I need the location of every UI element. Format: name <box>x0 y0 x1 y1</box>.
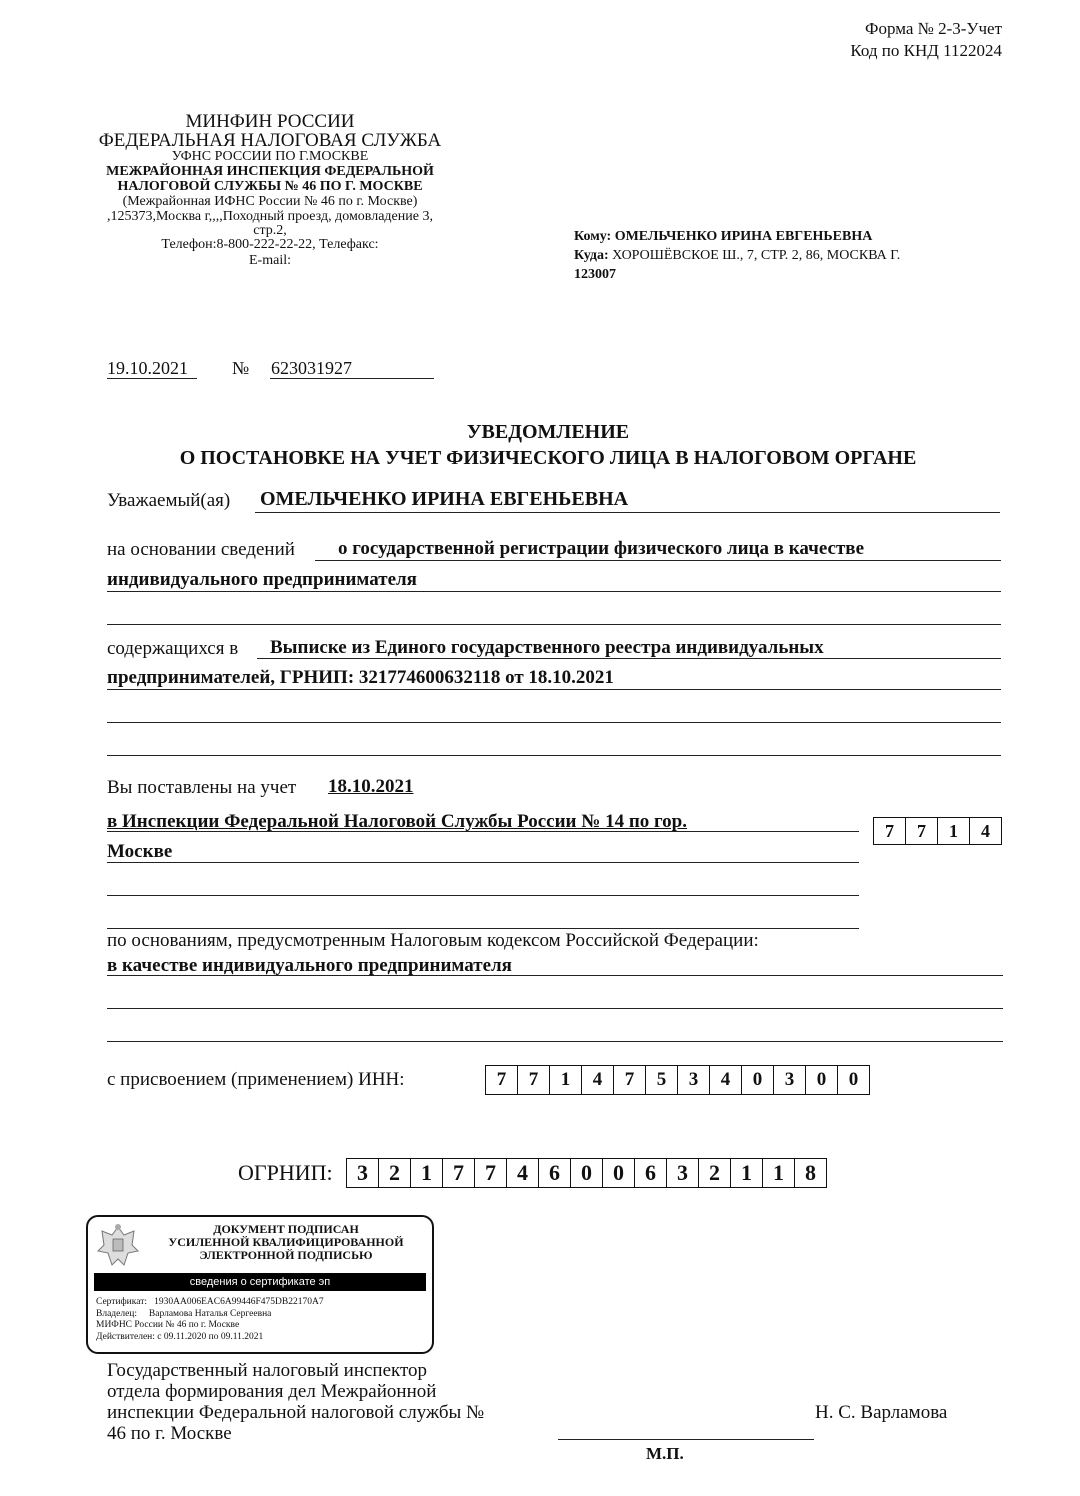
doc-number: 623031927 <box>271 358 352 378</box>
issuer-inspection-1: МЕЖРАЙОННАЯ ИНСПЕКЦИЯ ФЕДЕРАЛЬНОЙ <box>106 164 434 179</box>
code-digit: 7 <box>906 818 938 844</box>
inn-digit: 4 <box>710 1066 742 1094</box>
form-number: Форма № 2-3-Учет <box>865 19 1002 38</box>
ogrnip-digit: 7 <box>443 1159 475 1187</box>
stamp-cert-info <box>96 1297 426 1343</box>
signer-line-4: 46 по г. Москве <box>107 1423 232 1444</box>
greeting-name: ОМЕЛЬЧЕНКО ИРИНА ЕВГЕНЬЕВНА <box>260 488 629 510</box>
source-line-1: Выписке из Единого государственного реестра индивидуальных <box>270 637 824 658</box>
seal-place: М.П. <box>646 1444 684 1463</box>
recipient-block <box>574 227 994 284</box>
issuer-ministry: МИНФИН РОССИИ <box>185 111 355 132</box>
code-digit: 4 <box>981 821 990 841</box>
inn-digit: 3 <box>678 1066 710 1094</box>
title-line-2: О ПОСТАНОВКЕ НА УЧЕТ ФИЗИЧЕСКОГО ЛИЦА В НАЛОГОВОМ ОРГАНЕ <box>179 447 917 469</box>
ogrnip-label: ОГРНИП: <box>238 1160 333 1185</box>
issuer-phone: Телефон:8-800-222-22-22, Телефакс: <box>161 237 379 252</box>
ogrnip-digit: 2 <box>699 1159 731 1187</box>
stamp-title-3: ЭЛЕКТРОННОЙ ПОДПИСЬЮ <box>199 1248 373 1262</box>
stamp-title-1: ДОКУМЕНТ ПОДПИСАН <box>213 1222 359 1236</box>
issuer-email: E-mail: <box>249 253 291 268</box>
basis-line-2: индивидуального предпринимателя <box>107 569 417 590</box>
grounds-label: по основаниям, предусмотренным Налоговым кодексом Российской Федерации: <box>107 930 759 951</box>
ogrnip-digit: 1 <box>763 1159 795 1187</box>
stamp-title-2: УСИЛЕННОЙ КВАЛИФИЦИРОВАННОЙ <box>168 1235 404 1249</box>
ogrnip-digit: 1 <box>411 1159 443 1187</box>
ogrnip-digit: 3 <box>347 1159 379 1187</box>
recipient-name: ОМЕЛЬЧЕНКО ИРИНА ЕВГЕНЬЕВНА <box>614 229 873 244</box>
e-signature-stamp <box>86 1215 434 1354</box>
inn-cells <box>485 1065 870 1095</box>
owner-value: Варламова Наталья Сергеевна <box>148 1308 272 1319</box>
valid-value: с 09.11.2020 по 09.11.2021 <box>157 1331 264 1342</box>
signer-line-2: отдела формирования дел Межрайонной <box>107 1381 437 1402</box>
inn-digit: 0 <box>848 1069 859 1090</box>
ogrnip-digit: 6 <box>539 1159 571 1187</box>
cert-org: МИФНС России № 46 по г. Москве <box>96 1320 240 1330</box>
doc-title <box>0 419 1080 471</box>
ogrnip-digit: 1 <box>731 1159 763 1187</box>
recipient-zip: 123007 <box>574 267 616 282</box>
source-label: содержащихся в <box>107 638 239 659</box>
registered-inspection-1: в Инспекции Федеральной Налоговой Службы России № 14 по гор. <box>107 811 687 832</box>
coat-of-arms-icon <box>94 1221 142 1271</box>
ogrnip-digit: 2 <box>379 1159 411 1187</box>
doc-date: 19.10.2021 <box>107 358 188 378</box>
valid-label: Действителен: <box>96 1331 155 1342</box>
ogrnip-digit: 0 <box>603 1159 635 1187</box>
signer-position <box>107 1360 484 1444</box>
registered-inspection-2: Москве <box>107 841 173 862</box>
inn-digit: 7 <box>518 1066 550 1094</box>
knd-code: Код по КНД 1122024 <box>850 41 1002 60</box>
issuer-short-name: (Межрайонная ИФНС России № 46 по г. Москве) <box>122 194 418 209</box>
recipient-where-label: Куда: <box>574 248 609 263</box>
greeting-label: Уважаемый(ая) <box>107 490 231 511</box>
grounds-value: в качестве индивидуального предпринимателя <box>107 955 512 976</box>
tax-office-code <box>873 817 1002 845</box>
ogrnip-digit: 0 <box>571 1159 603 1187</box>
signer-name: Н. С. Варламова <box>815 1402 948 1423</box>
inn-digit: 0 <box>742 1066 774 1094</box>
code-digit: 7 <box>874 818 906 844</box>
recipient-to-label: Кому: <box>574 229 612 244</box>
cert-value: 1930AA006EAC6A99446F475DB22170A7 <box>154 1297 324 1307</box>
inn-digit: 0 <box>806 1066 838 1094</box>
basis-line-1: о государственной регистрации физического лица в качестве <box>338 538 864 559</box>
issuer-service: ФЕДЕРАЛЬНАЯ НАЛОГОВАЯ СЛУЖБА <box>98 130 442 151</box>
cert-label: Сертификат: <box>96 1297 148 1307</box>
ogrnip-digit: 6 <box>635 1159 667 1187</box>
ogrnip-digit: 8 <box>805 1160 816 1185</box>
issuer-address-1: ,125373,Москва г,,,,Походный проезд, домовладение 3, <box>107 209 433 224</box>
inn-digit: 5 <box>646 1066 678 1094</box>
source-line-2: предпринимателей, ГРНИП: 321774600632118 от 18.10.2021 <box>107 667 614 688</box>
signer-line-3: инспекции Федеральной налоговой службы № <box>107 1402 485 1423</box>
inn-digit: 1 <box>550 1066 582 1094</box>
registered-label: Вы поставлены на учет <box>107 777 297 798</box>
form-header <box>850 18 1002 62</box>
code-digit: 1 <box>938 818 970 844</box>
registered-date: 18.10.2021 <box>328 776 414 797</box>
signer-line-1: Государственный налоговый инспектор <box>107 1360 428 1381</box>
issuer-block <box>70 112 470 268</box>
issuer-ufns: УФНС РОССИИ ПО Г.МОСКВЕ <box>171 149 369 164</box>
owner-label: Владелец: <box>96 1308 138 1319</box>
inn-digit: 7 <box>614 1066 646 1094</box>
stamp-title <box>148 1223 424 1262</box>
ogrnip-cells <box>346 1158 827 1188</box>
ogrnip-digit: 4 <box>507 1159 539 1187</box>
inn-digit: 7 <box>486 1066 518 1094</box>
inn-label: с присвоением (применением) ИНН: <box>107 1069 405 1090</box>
recipient-address: ХОРОШЁВСКОЕ Ш., 7, СТР. 2, 86, МОСКВА Г. <box>612 248 901 263</box>
ogrnip-digit: 7 <box>475 1159 507 1187</box>
inn-digit: 4 <box>582 1066 614 1094</box>
title-line-1: УВЕДОМЛЕНИЕ <box>466 421 630 443</box>
inn-digit: 3 <box>774 1066 806 1094</box>
ogrnip-digit: 3 <box>667 1159 699 1187</box>
basis-label: на основании сведений <box>107 539 295 560</box>
stamp-cert-bar: сведения о сертификате эп <box>94 1273 426 1291</box>
issuer-address-2: стр.2, <box>253 223 287 238</box>
doc-number-sign: № <box>232 358 250 378</box>
issuer-inspection-2: НАЛОГОВОЙ СЛУЖБЫ № 46 ПО Г. МОСКВЕ <box>117 179 423 194</box>
